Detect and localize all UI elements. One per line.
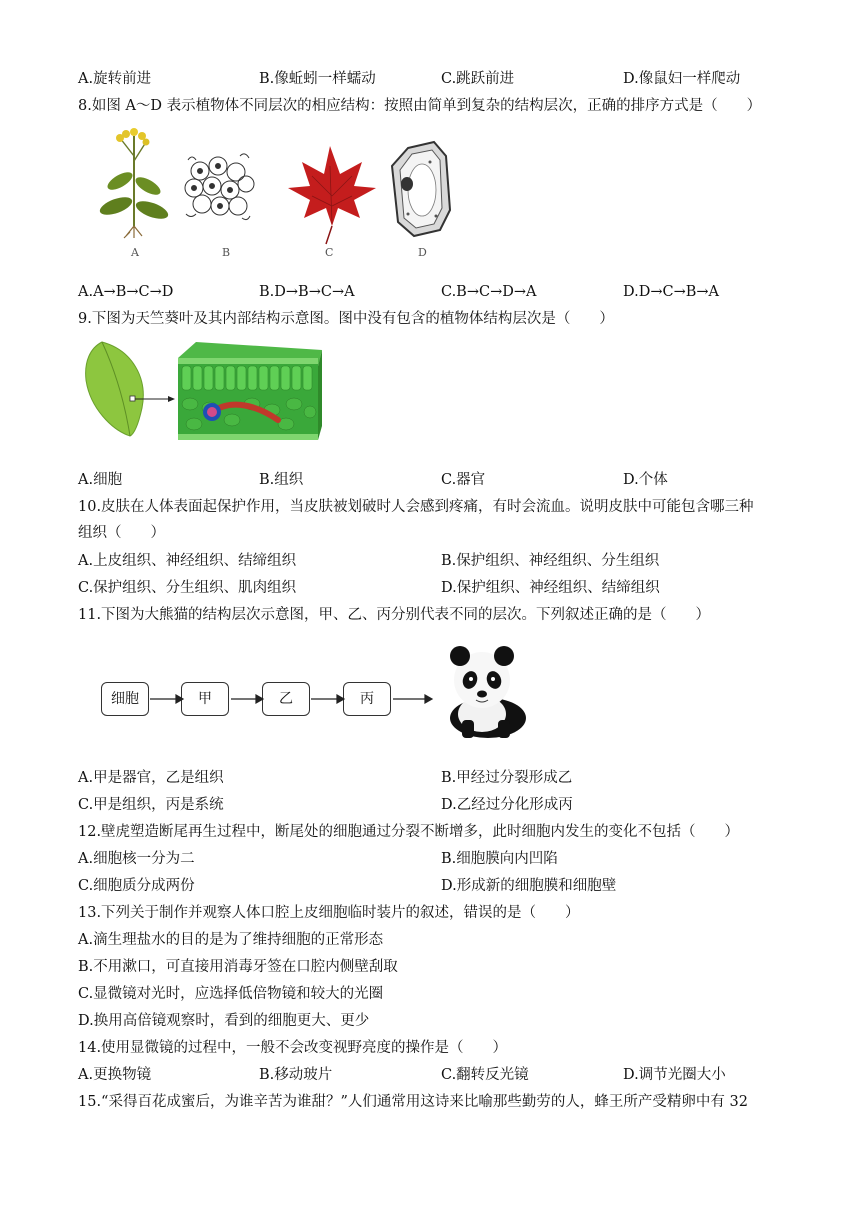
q8-stem: 8.如图 A～D 表示植物体不同层次的相应结构：按照由简单到复杂的结构层次，正确的排序方式是（ ）: [78, 98, 762, 114]
q12-option-c[interactable]: C.细胞质分成两份: [78, 878, 195, 894]
q8-options: [78, 282, 778, 302]
q8-label-d: D: [418, 246, 427, 259]
flow-box-cell: 细胞: [101, 682, 149, 716]
q14-option-a[interactable]: A.更换物镜: [78, 1067, 152, 1083]
plant-illustration: [98, 128, 171, 238]
q14-option-d[interactable]: D.调节光圈大小: [623, 1067, 726, 1083]
q12-option-b[interactable]: B.细胞膜向内凹陷: [441, 851, 558, 867]
q15-stem: 15.“采得百花成蜜后，为谁辛苦为谁甜？”人们通常用这诗来比喻那些勤劳的人，蜂王所产受精卵中有 32: [78, 1094, 748, 1110]
arrow-icon: [425, 695, 432, 703]
q14-options: [78, 1065, 778, 1085]
q8-option-c[interactable]: C.B→C→D→A: [441, 284, 537, 300]
maple-leaf-illustration: [288, 146, 376, 244]
q8-option-d[interactable]: D.D→C→B→A: [623, 284, 720, 300]
q9-option-c[interactable]: C.器官: [441, 472, 486, 488]
q9-stem: 9.下图为天竺葵叶及其内部结构示意图。图中没有包含的植物体结构层次是（ ）: [78, 311, 614, 327]
q8-label-c: C: [325, 246, 334, 259]
q13-stem: 13.下列关于制作并观察人体口腔上皮细胞临时装片的叙述，错误的是（ ）: [78, 905, 580, 921]
leaf-cross-section-illustration: [178, 342, 322, 440]
q9-option-b[interactable]: B.组织: [259, 472, 304, 488]
q13-option-a[interactable]: A.滴生理盐水的目的是为了维持细胞的正常形态: [78, 932, 384, 948]
q8-figure: [90, 126, 480, 266]
q8-label-a: A: [131, 246, 139, 259]
plant-cell-illustration: [392, 142, 450, 236]
q12-option-a[interactable]: A.细胞核一分为二: [78, 851, 195, 867]
q8-label-b: B: [222, 246, 231, 259]
q7-option-a[interactable]: A.旋转前进: [78, 71, 152, 87]
q14-option-b[interactable]: B.移动玻片: [259, 1067, 333, 1083]
flow-box-bing: 丙: [343, 682, 391, 716]
q9-option-d[interactable]: D.个体: [623, 472, 668, 488]
arrow-icon: [337, 695, 344, 703]
q10-options-row1: [78, 551, 778, 571]
q9-options: [78, 470, 778, 490]
q12-options-row2: [78, 876, 778, 896]
q10-option-c[interactable]: C.保护组织、分生组织、肌肉组织: [78, 580, 297, 596]
q12-option-d[interactable]: D.形成新的细胞膜和细胞壁: [441, 878, 617, 894]
q10-option-d[interactable]: D.保护组织、神经组织、结缔组织: [441, 580, 660, 596]
q9-option-a[interactable]: A.细胞: [78, 472, 123, 488]
q11-option-c[interactable]: C.甲是组织，丙是系统: [78, 797, 224, 813]
geranium-leaf-illustration: [86, 342, 144, 436]
q12-stem: 12.壁虎塑造断尾再生过程中，断尾处的细胞通过分裂不断增多，此时细胞内发生的变化不包括（ ）: [78, 824, 740, 840]
q11-options-row1: [78, 768, 778, 788]
flow-box-jia: 甲: [181, 682, 229, 716]
q10-option-a[interactable]: A.上皮组织、神经组织、结缔组织: [78, 553, 297, 569]
q11-option-b[interactable]: B.甲经过分裂形成乙: [441, 770, 573, 786]
q14-option-c[interactable]: C.翻转反光镜: [441, 1067, 529, 1083]
q10-stem-line1: 10.皮肤在人体表面起保护作用，当皮肤被划破时人会感到疼痛，有时会流血。说明皮肤中可能包含哪三种: [78, 499, 754, 515]
tissue-illustration: [185, 154, 254, 220]
q8-option-b[interactable]: B.D→B→C→A: [259, 284, 355, 300]
q13-option-c[interactable]: C.显微镜对光时，应选择低倍物镜和较大的光圈: [78, 986, 384, 1002]
q7-option-d[interactable]: D.像鼠妇一样爬动: [623, 71, 741, 87]
flow-arrows: [148, 690, 438, 710]
arrow-icon: [256, 695, 263, 703]
q11-option-a[interactable]: A.甲是器官，乙是组织: [78, 770, 224, 786]
q10-options-row2: [78, 578, 778, 598]
q13-option-b[interactable]: B.不用漱口，可直接用消毒牙签在口腔内侧壁刮取: [78, 959, 398, 975]
q10-option-b[interactable]: B.保护组织、神经组织、分生组织: [441, 553, 660, 569]
q11-options-row2: [78, 795, 778, 815]
q10-stem-line2: 组织（ ）: [78, 525, 165, 541]
q7-options: [78, 69, 778, 89]
panda-illustration: [436, 640, 532, 740]
q7-option-b[interactable]: B.像蚯蚓一样蠕动: [259, 71, 376, 87]
q12-options-row1: [78, 849, 778, 869]
q11-stem: 11.下图为大熊猫的结构层次示意图，甲、乙、丙分别代表不同的层次。下列叙述正确的是（ ）: [78, 607, 711, 623]
arrow-icon: [176, 695, 183, 703]
flow-box-yi: 乙: [262, 682, 310, 716]
q13-option-d[interactable]: D.换用高倍镜观察时，看到的细胞更大、更少: [78, 1013, 370, 1029]
q14-stem: 14.使用显微镜的过程中，一般不会改变视野亮度的操作是（ ）: [78, 1040, 508, 1056]
q11-option-d[interactable]: D.乙经过分化形成丙: [441, 797, 573, 813]
q7-option-c[interactable]: C.跳跃前进: [441, 71, 515, 87]
q8-option-a[interactable]: A.A→B→C→D: [78, 284, 174, 300]
q9-figure: [82, 338, 327, 448]
